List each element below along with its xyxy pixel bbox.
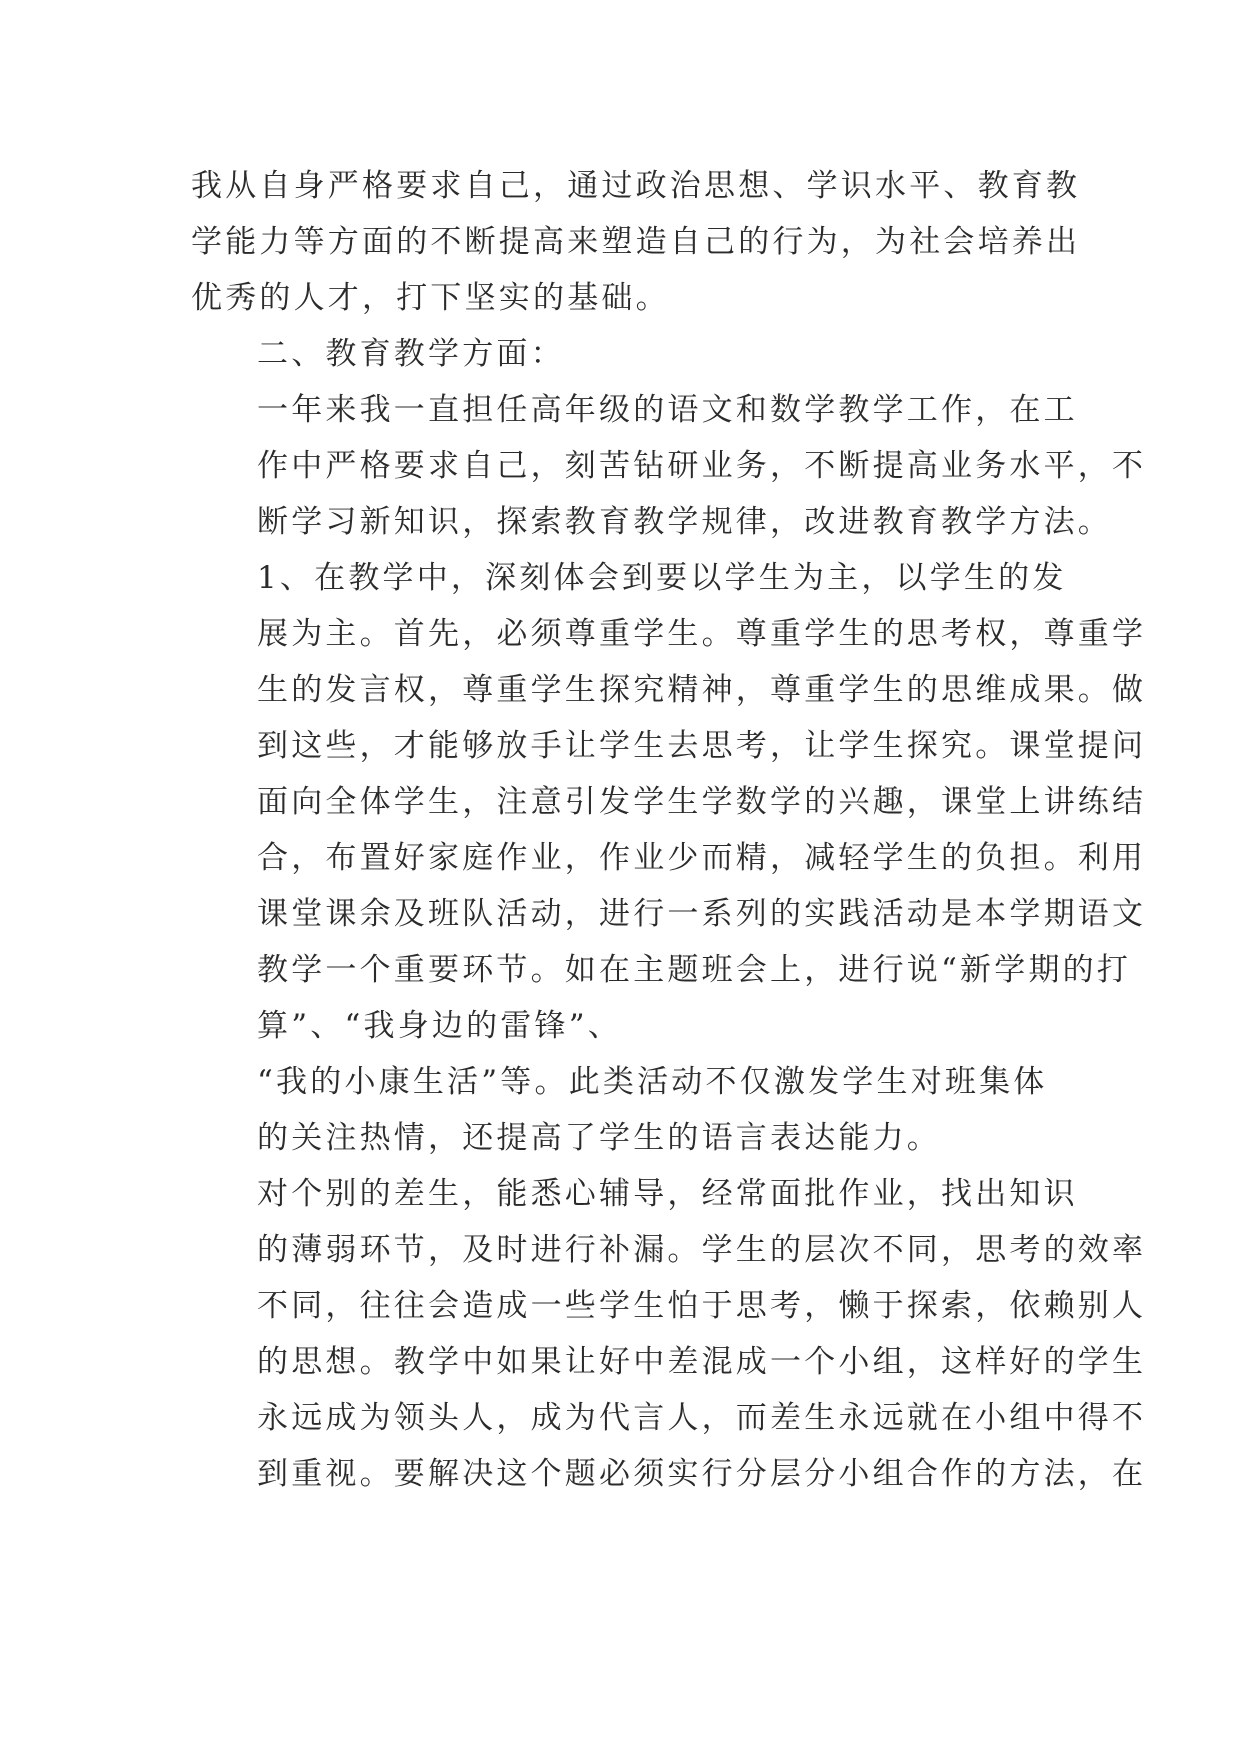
text-line: 1、在教学中，深刻体会到要以学生为主，以学生的发	[257, 560, 1067, 596]
document-body	[191, 158, 1147, 1502]
text-line: 的思想。教学中如果让好中差混成一个小组，这样好的学生	[257, 1344, 1147, 1380]
text-line: 二、教育教学方面：	[257, 336, 565, 372]
paragraph-activities	[191, 1054, 1061, 1166]
text-line: 展为主。首先，必须尊重学生。尊重学生的思考权，尊重学	[257, 616, 1147, 652]
text-line: 永远成为领头人，成为代言人，而差生永远就在小组中得不	[257, 1400, 1147, 1436]
text-line: 的薄弱环节，及时进行补漏。学生的层次不同，思考的效率	[257, 1232, 1147, 1268]
paragraph-teaching-work	[191, 382, 1147, 550]
text-line: “我的小康生活”等。此类活动不仅激发学生对班集体	[257, 1064, 1048, 1100]
text-line: 课堂课余及班队活动，进行一系列的实践活动是本学期语文	[257, 896, 1147, 932]
text-line: 到重视。要解决这个题必须实行分层分小组合作的方法，在	[257, 1456, 1147, 1492]
text-line: 面向全体学生，注意引发学生学数学的兴趣，课堂上讲练结	[257, 784, 1147, 820]
text-line: 对个别的差生，能悉心辅导，经常面批作业，找出知识	[257, 1176, 1078, 1212]
text-line: 断学习新知识，探索教育教学规律，改进教育教学方法。	[257, 504, 1112, 540]
text-line: 优秀的人才，打下坚实的基础。	[191, 280, 670, 316]
text-line: 我从自身严格要求自己，通过政治思想、学识水平、教育教	[191, 168, 1081, 204]
text-line: 合，布置好家庭作业，作业少而精，减轻学生的负担。利用	[257, 840, 1147, 876]
text-line: 作中严格要求自己，刻苦钻研业务，不断提高业务水平，不	[257, 448, 1147, 484]
text-line: 学能力等方面的不断提高来塑造自己的行为，为社会培养出	[191, 224, 1081, 260]
text-line: 的关注热情，还提高了学生的语言表达能力。	[257, 1120, 941, 1156]
paragraph-self-discipline	[191, 158, 1081, 326]
text-line: 生的发言权，尊重学生探究精神，尊重学生的思维成果。做	[257, 672, 1147, 708]
text-line: 算”、“我身边的雷锋”、	[257, 1008, 622, 1044]
section-heading-teaching	[191, 326, 1061, 382]
text-line: 一年来我一直担任高年级的语文和数学教学工作，在工	[257, 392, 1078, 428]
paragraph-struggling-students	[191, 1166, 1147, 1502]
text-line: 到这些，才能够放手让学生去思考，让学生探究。课堂提问	[257, 728, 1147, 764]
text-line: 教学一个重要环节。如在主题班会上，进行说“新学期的打	[257, 952, 1132, 988]
paragraph-student-centered	[191, 550, 1147, 1054]
text-line: 不同，往往会造成一些学生怕于思考，懒于探索，依赖别人	[257, 1288, 1147, 1324]
